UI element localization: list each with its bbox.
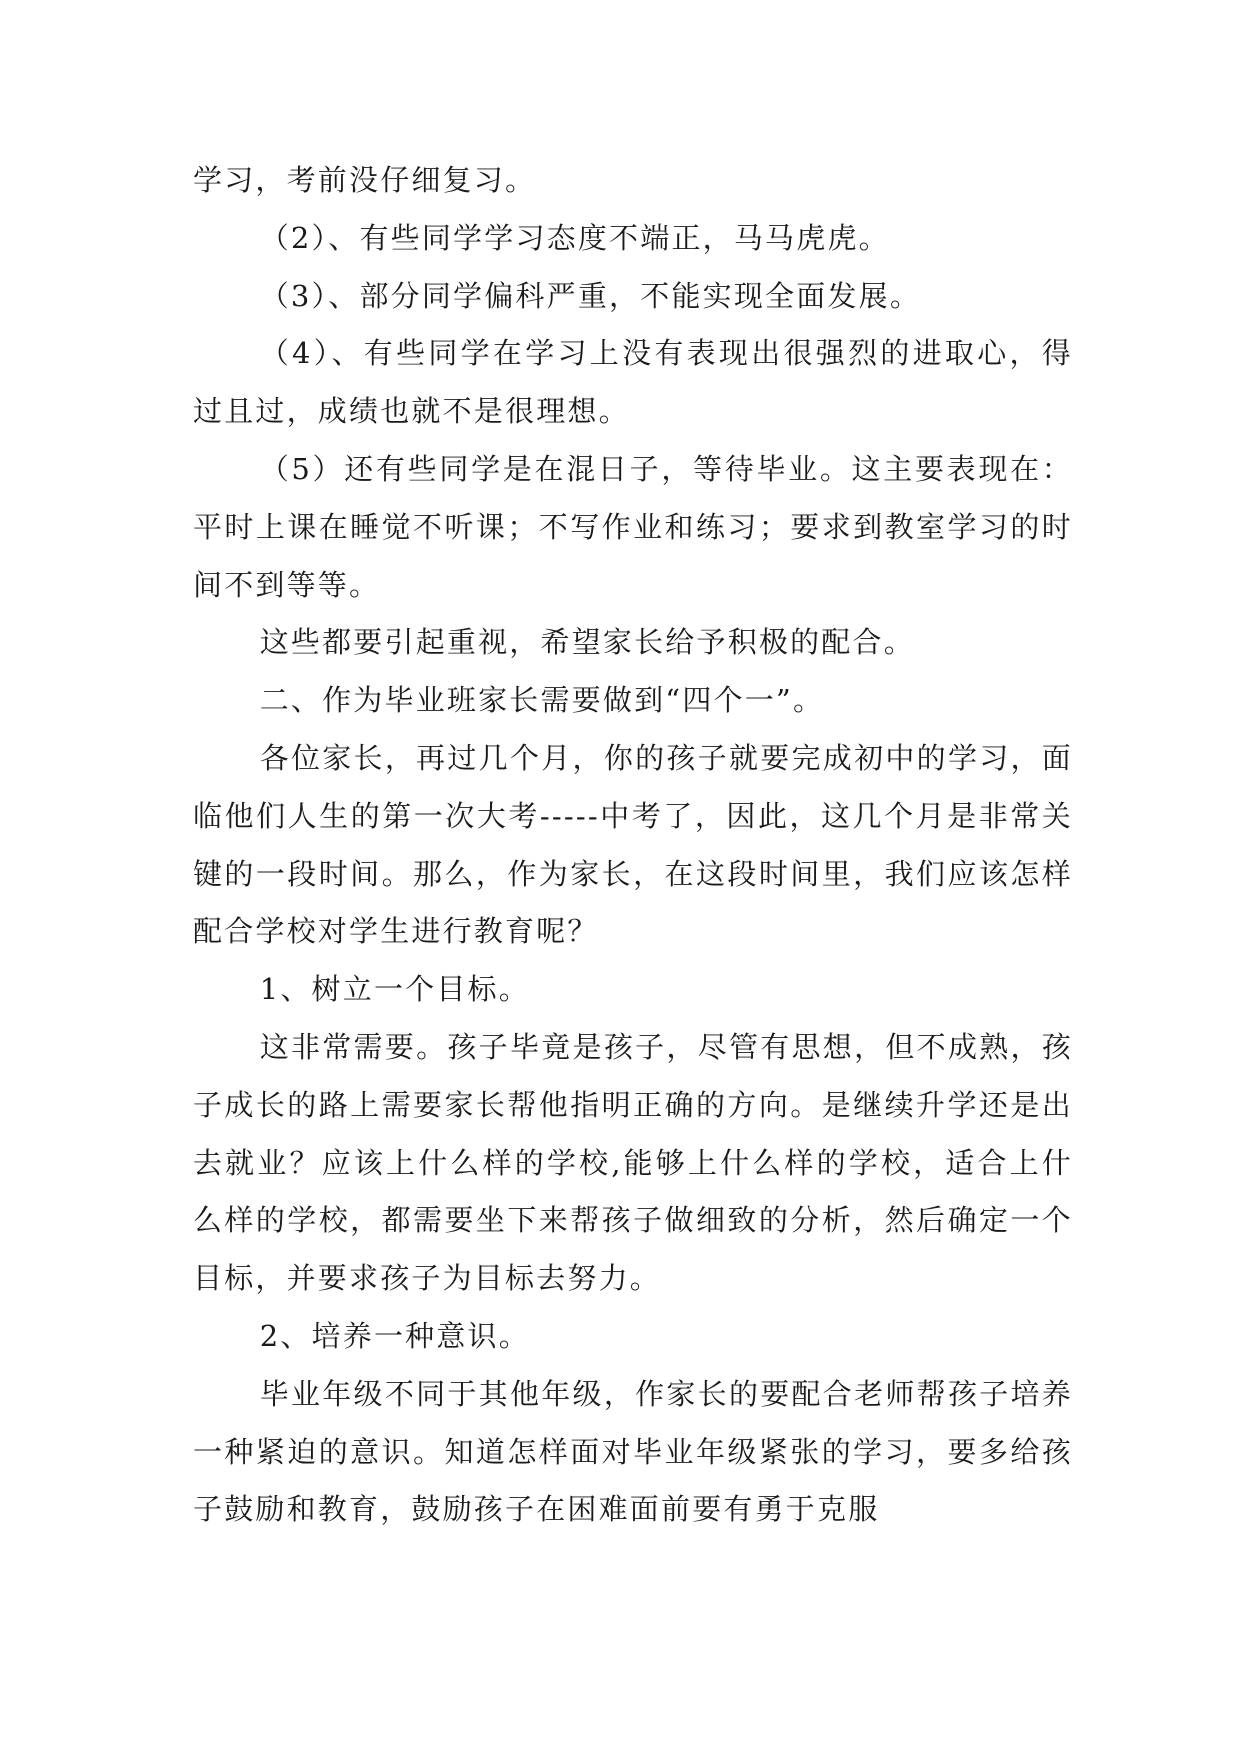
subheading-awareness: 2、培养一种意识。 xyxy=(259,1318,530,1353)
paragraph-intro: 各位家长，再过几个月，你的孩子就要完成初中的学习，面临他们人生的第一次大考-----中考了，因此，这几个月是非常关键的一段时间。那么，作为家长，在这段时间里，我们应该怎样配合学校对学生进行教育呢？ xyxy=(193,740,1073,949)
paragraph-awareness: 毕业年级不同于其他年级，作家长的要配合老师帮孩子培养一种紧迫的意识。知道怎样面对毕业年级紧张的学习，要多给孩子鼓励和教育，鼓励孩子在困难面前要有勇于克服 xyxy=(193,1376,1073,1527)
paragraph-continuation: 学习，考前没仔细复习。 xyxy=(193,163,537,197)
paragraph-summary: 这些都要引起重视，希望家长给予积极的配合。 xyxy=(259,625,915,660)
paragraph-item-4: （4）、有些同学在学习上没有表现出很强烈的进取心，得过且过，成绩也就不是很理想。 xyxy=(193,336,1073,429)
paragraph-item-5: （5）还有些同学是在混日子，等待毕业。这主要表现在：平时上课在睡觉不听课；不写作业和练习；要求到教室学习的时间不到等等。 xyxy=(193,451,1073,602)
document-body xyxy=(193,152,1073,1539)
section-heading-two: 二、作为毕业班家长需要做到“四个一”。 xyxy=(259,683,825,718)
paragraph-item-3: （3）、部分同学偏科严重，不能实现全面发展。 xyxy=(259,278,922,313)
paragraph-item-2: （2）、有些同学学习态度不端正，马马虎虎。 xyxy=(259,220,890,255)
paragraph-goal: 这非常需要。孩子毕竟是孩子，尽管有思想，但不成熟，孩子成长的路上需要家长帮他指明正确的方向。是继续升学还是出去就业？应该上什么样的学校,能够上什么样的学校，适合上什么样的学校，都需要坐下来帮孩子做细致的分析，然后确定一个目标，并要求孩子为目标去努力。 xyxy=(193,1029,1073,1296)
subheading-goal: 1、树立一个目标。 xyxy=(259,972,530,1007)
